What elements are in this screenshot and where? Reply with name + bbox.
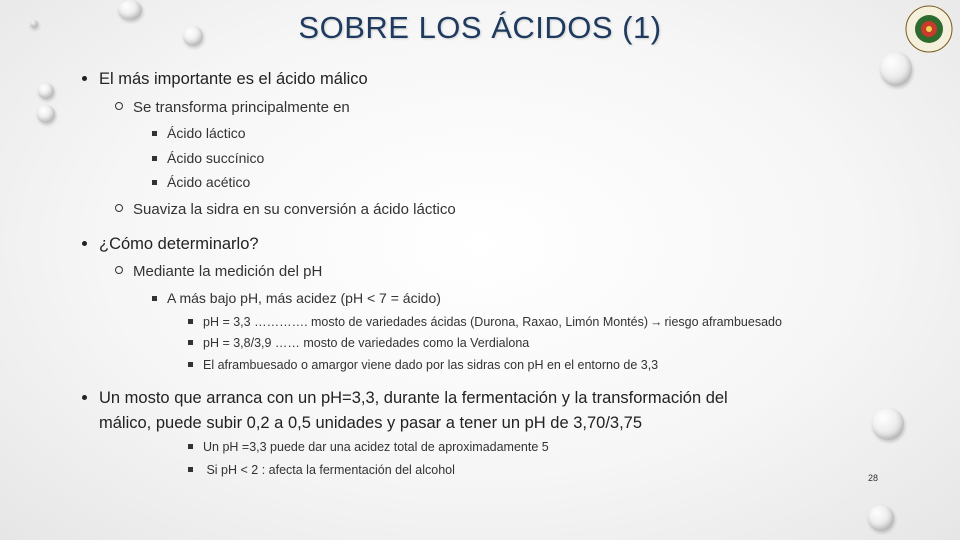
bullet-level2 [115,201,456,218]
bullet-level4 [188,463,455,477]
bullet-text: Se transforma principalmente en [133,99,350,116]
bullet-text: Ácido succínico [167,150,265,166]
bullet-text: El aframbuesado o amargor viene dado por las sidras con pH en el entorno de 3,3 [203,358,659,372]
bullet-square-icon [188,362,193,367]
bullet-text: Ácido láctico [167,125,246,141]
water-drop [872,408,904,440]
bullet-square-icon [152,131,157,136]
bullet-square-icon [188,319,193,324]
bullet-level1 [82,389,728,408]
bullet-level4 [188,358,658,372]
bullet-level2 [115,99,350,116]
bullet-text: ¿Cómo determinarlo? [99,235,259,253]
bullet-level3 [152,125,246,141]
bullet-text: Un mosto que arranca con un pH=3,3, durante la fermentación y la transformación del [99,389,728,407]
water-drop [37,105,55,123]
bullet-level2 [115,263,322,280]
bullet-text: pH = 3,3 …………. mosto de variedades ácidas (Durona, Raxao, Limón Montés) [203,315,648,329]
bullet-level1 [82,235,259,254]
bullet-level3 [152,174,250,190]
bullet-level3 [152,290,441,306]
bullet-level4 [188,336,529,350]
right-arrow-icon: → [650,315,663,329]
bullet-level3 [152,150,264,166]
bullet-text: Un pH =3,3 puede dar una acidez total de aproximadamente 5 [203,440,549,454]
bullet-square-icon [188,444,193,449]
bullet-dot-icon [82,395,87,400]
bullet-level4 [188,440,549,454]
bullet-text: Mediante la medición del pH [133,263,323,280]
bullet-square-icon [188,467,193,472]
bullet-square-icon [188,340,193,345]
bullet-ring-icon [115,204,123,212]
water-drop [880,52,912,86]
page-number: 28 [868,473,879,483]
bullet-text: Si pH < 2 : afecta la fermentación del alcohol [203,463,455,477]
bullet-level1 [82,70,368,89]
water-drop [868,505,894,531]
bullet-text: Ácido acético [167,174,251,190]
bullet-ring-icon [115,266,123,274]
bullet-ring-icon [115,102,123,110]
bullet-square-icon [152,156,157,161]
water-drop [38,83,54,99]
bullet-dot-icon [82,241,87,246]
bullet-text: málico, puede subir 0,2 a 0,5 unidades y pasar a tener un pH de 3,70/3,75 [99,414,643,432]
bullet-text: riesgo aframbuesado [664,315,782,329]
bullet-continuation [99,414,642,433]
bullet-text: Suaviza la sidra en su conversión a ácido láctico [133,201,456,218]
bullet-text: A más bajo pH, más acidez (pH < 7 = ácido) [167,290,441,306]
slide-title: SOBRE LOS ÁCIDOS (1) [298,10,662,45]
bullet-dot-icon [82,76,87,81]
bullet-square-icon [152,180,157,185]
bullet-level4 [188,315,782,329]
bullet-text: pH = 3,8/3,9 …… mosto de variedades como la Verdialona [203,336,530,350]
bullet-text: El más importante es el ácido málico [99,70,368,88]
bullet-square-icon [152,296,157,301]
